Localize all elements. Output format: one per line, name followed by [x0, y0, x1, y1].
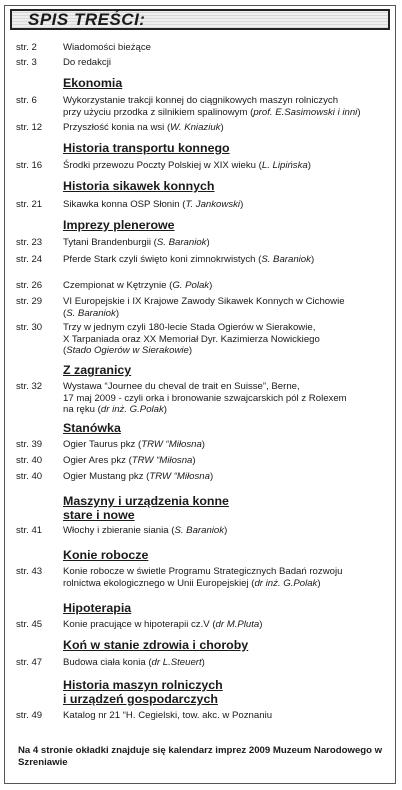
- entry-title: Ogier Mustang pkz (TRW “Miłosna): [63, 471, 214, 482]
- page-title: SPIS TREŚCI:: [28, 10, 146, 29]
- page-number: str. 45: [16, 619, 43, 630]
- section-heading: Z zagranicy: [63, 363, 132, 377]
- footer-note: Na 4 stronie okładki znajduje się kalendarz imprez 2009 Muzeum Narodowego w Szreniawie: [18, 745, 383, 768]
- entry-title: Katalog nr 21 “H. Cegielski, tow. akc. w Poznaniu: [63, 710, 273, 721]
- entry-title: Do redakcji: [63, 57, 111, 68]
- title-banner: [10, 9, 390, 30]
- section-heading: Maszyny i urządzenia konne stare i nowe: [63, 494, 229, 522]
- entry-title: Trzy w jednym czyli 180-lecie Stada Ogierów w Sierakowie, X Tarpaniada oraz XX Memoriał Dyr. Kazimierza Nowickiego (Stado Ogierów w Sierakowie): [63, 322, 320, 356]
- entry-title: Środki przewozu Poczty Polskiej w XIX wieku (L. Lipińska): [63, 160, 311, 171]
- page-number: str. 6: [16, 95, 37, 106]
- entry-title: Ogier Ares pkz (TRW “Miłosna): [63, 455, 196, 466]
- page-number: str. 43: [16, 566, 43, 577]
- entry-title: Czempionat w Kętrzynie (G. Polak): [63, 280, 213, 291]
- page-number: str. 40: [16, 455, 43, 466]
- entry-title: Ogier Taurus pkz (TRW “Miłosna): [63, 439, 205, 450]
- page-number: str. 49: [16, 710, 43, 721]
- section-heading: Stanówka: [63, 421, 121, 435]
- section-heading: Historia maszyn rolniczych i urządzeń gospodarczych: [63, 678, 223, 706]
- entry-title: Wykorzystanie trakcji konnej do ciągnikowych maszyn rolniczych przy użyciu przodka z silnikiem spalinowym (prof. E.Sasimowski i inni): [63, 95, 361, 118]
- entry-title: Pferde Stark czyli święto koni zimnokrwistych (S. Baraniok): [63, 254, 315, 265]
- section-heading: Imprezy plenerowe: [63, 218, 175, 232]
- page-number: str. 12: [16, 122, 43, 133]
- section-heading: Ekonomia: [63, 76, 123, 90]
- entry-title: Budowa ciała konia (dr L.Steuert): [63, 657, 205, 668]
- section-heading: Konie robocze: [63, 548, 149, 562]
- page-number: str. 47: [16, 657, 43, 668]
- entry-title: Konie pracujące w hipoterapii cz.V (dr M.Pluta): [63, 619, 263, 630]
- table-of-contents: [4, 5, 396, 784]
- entry-title: Tytani Brandenburgii (S. Baraniok): [63, 237, 210, 248]
- section-heading: Koń w stanie zdrowia i choroby: [63, 638, 249, 652]
- page-number: str. 3: [16, 57, 37, 68]
- page-number: str. 21: [16, 199, 43, 210]
- page-number: str. 40: [16, 471, 43, 482]
- page-number: str. 26: [16, 280, 43, 291]
- page-number: str. 29: [16, 296, 43, 307]
- entry-title: Włochy i zbieranie siania (S. Baraniok): [63, 525, 228, 536]
- entry-title: Wystawa “Journee du cheval de trait en Suisse”, Berne, 17 maj 2009 - czyli orka i bronowanie szwajcarskich pól z Rolexem na ręku (dr inż. G.Polak): [63, 381, 347, 415]
- page-number: str. 39: [16, 439, 43, 450]
- entry-title: VI Europejskie i IX Krajowe Zawody Sikawek Konnych w Cichowie (S. Baraniok): [63, 296, 345, 319]
- entry-title: Wiadomości bieżące: [63, 42, 151, 53]
- section-heading: Historia sikawek konnych: [63, 179, 215, 193]
- page-number: str. 23: [16, 237, 43, 248]
- entry-title: Sikawka konna OSP Słonin (T. Jankowski): [63, 199, 244, 210]
- section-heading: Historia transportu konnego: [63, 141, 230, 155]
- page-number: str. 32: [16, 381, 43, 392]
- page-number: str. 41: [16, 525, 43, 536]
- entry-title: Przyszłość konia na wsi (W. Kniaziuk): [63, 122, 224, 133]
- page-number: str. 30: [16, 322, 43, 333]
- page-number: str. 2: [16, 42, 37, 53]
- section-heading: Hipoterapia: [63, 601, 132, 615]
- page-number: str. 16: [16, 160, 43, 171]
- page-number: str. 24: [16, 254, 43, 265]
- entry-title: Konie robocze w świetle Programu Strategicznych Badań rozwoju rolnictwa ekologicznego w Unii Europejskiej (dr inż. G.Polak): [63, 566, 343, 589]
